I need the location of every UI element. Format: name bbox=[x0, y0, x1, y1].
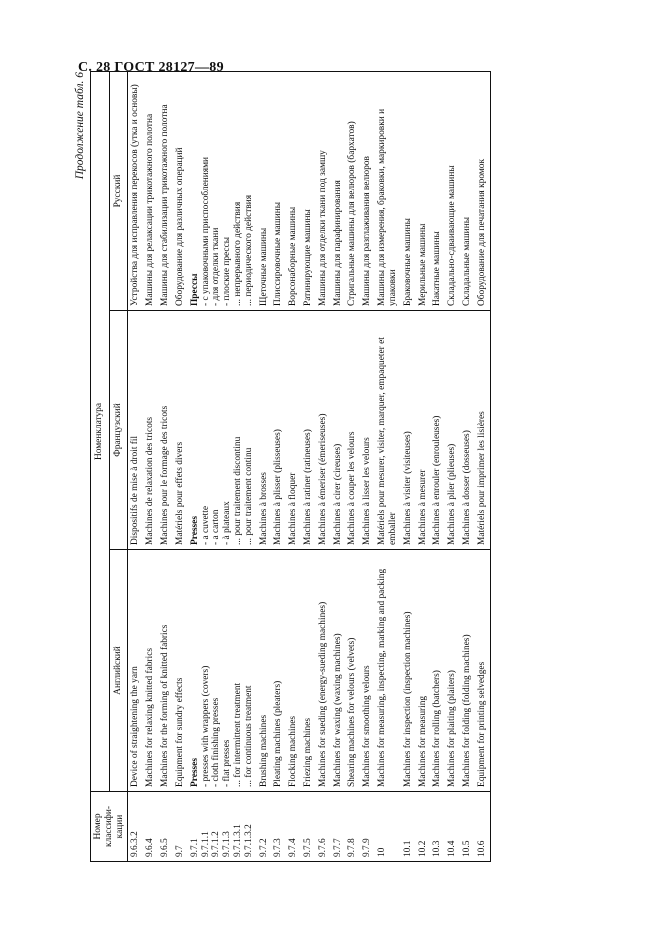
cell-english: Machines for measuring bbox=[416, 550, 431, 792]
table-row bbox=[257, 71, 272, 861]
number-item: 9.7.1 bbox=[189, 838, 200, 857]
cell-number: 9.7.6 bbox=[316, 792, 331, 862]
cell-russian: Машины для стабилизации трикотажного полотна bbox=[158, 71, 173, 310]
number-item: 9.7.1.3.2 bbox=[243, 824, 254, 857]
cell-number: 9.6.4 bbox=[143, 792, 158, 862]
header-french: Французский bbox=[109, 311, 128, 550]
cell-english: Friezing machines bbox=[301, 550, 316, 792]
cell-english: Machines for waxing (waxing machines) bbox=[331, 550, 346, 792]
table-row bbox=[416, 71, 431, 861]
table-row bbox=[445, 71, 460, 861]
russian-item: - для отделки ткани bbox=[211, 227, 222, 306]
table-row bbox=[128, 71, 143, 861]
cell-russian: Машины для разглаживания велюров bbox=[360, 71, 375, 310]
cell-english: Machines for smoothing velours bbox=[360, 550, 375, 792]
table-row bbox=[375, 71, 401, 861]
french-item: - a cuvette bbox=[200, 505, 211, 545]
page-header: С. 28 ГОСТ 28127—89 bbox=[78, 60, 224, 75]
cell-russian: Машины для релаксации трикотажного полотна bbox=[143, 71, 158, 310]
cell-russian: Браковочные машины bbox=[401, 71, 416, 310]
cell-number bbox=[188, 792, 257, 862]
cell-french: Machines de relaxation des tricots bbox=[143, 311, 158, 550]
cell-number: 10.3 bbox=[430, 792, 445, 862]
cell-russian: Щеточные машины bbox=[257, 71, 272, 310]
cell-russian: Ратинирующие машины bbox=[301, 71, 316, 310]
english-item: ... for intermittent treatment bbox=[232, 682, 243, 787]
cell-english: Pleating machines (pleaters) bbox=[271, 550, 286, 792]
table-row bbox=[301, 71, 316, 861]
cell-russian: Стригальные машины для велюров (бархатов) bbox=[345, 71, 360, 310]
cell-russian: Накатные машины bbox=[430, 71, 445, 310]
cell-french: Matériels pour mesurer, visiter, marquer, empaqueter et emballer bbox=[375, 311, 401, 550]
english-item: - flat presses bbox=[222, 739, 233, 787]
cell-french: Dispositifs de mise à droit fil bbox=[128, 311, 143, 550]
russian-item: ... периодического действия bbox=[243, 194, 254, 306]
header-nomenclature: Номенклатура bbox=[91, 71, 110, 791]
english-item: - presses with wrappers (covers) bbox=[200, 665, 211, 787]
cell-russian: Машины для парафинирования bbox=[331, 71, 346, 310]
table-row bbox=[188, 71, 257, 861]
table-row bbox=[430, 71, 445, 861]
cell-russian: Складально-сдваивающие машины bbox=[445, 71, 460, 310]
cell-russian bbox=[188, 71, 257, 310]
table-header bbox=[91, 71, 128, 861]
cell-number: 9.7.7 bbox=[331, 792, 346, 862]
cell-french: Machines à dosser (dosseuses) bbox=[460, 311, 475, 550]
table-body bbox=[128, 71, 490, 861]
header-english: Английский bbox=[109, 550, 128, 792]
cell-number: 9.7 bbox=[173, 792, 188, 862]
english-item: ... for continuous treatment bbox=[243, 685, 254, 787]
cell-russian: Плиссировочные машины bbox=[271, 71, 286, 310]
table-row bbox=[331, 71, 346, 861]
table-row bbox=[271, 71, 286, 861]
cell-number: 9.7.4 bbox=[286, 792, 301, 862]
cell-english: Machines for folding (folding machines) bbox=[460, 550, 475, 792]
cell-french: Machines à plier (plieuses) bbox=[445, 311, 460, 550]
cell-russian: Ворсонаборные машины bbox=[286, 71, 301, 310]
cell-english: Brushing machines bbox=[257, 550, 272, 792]
table-row bbox=[286, 71, 301, 861]
cell-english: Flocking machines bbox=[286, 550, 301, 792]
table-row bbox=[460, 71, 475, 861]
cell-number: 9.7.2 bbox=[257, 792, 272, 862]
cell-english: Shearing machines for velours (velvets) bbox=[345, 550, 360, 792]
table-row bbox=[360, 71, 375, 861]
cell-french: Matériels pour effets divers bbox=[173, 311, 188, 550]
cell-french: Machines à émeriser (émeriseuses) bbox=[316, 311, 331, 550]
cell-number: 9.7.3 bbox=[271, 792, 286, 862]
table-row bbox=[143, 71, 158, 861]
cell-number: 10.5 bbox=[460, 792, 475, 862]
number-item: 9.7.1.3 bbox=[222, 831, 233, 857]
french-item: - a carton bbox=[211, 509, 222, 545]
cell-english: Machines for measuring, inspecting, marking and packing bbox=[375, 550, 401, 792]
cell-french: Machines à cirer (cireuses) bbox=[331, 311, 346, 550]
table-row bbox=[345, 71, 360, 861]
continuation-label: Продолжение табл. 6 bbox=[74, 72, 86, 180]
table-row bbox=[316, 71, 331, 861]
english-item: - cloth finishing presses bbox=[211, 697, 222, 787]
cell-french: Machines à visiter (visiteuses) bbox=[401, 311, 416, 550]
cell-number: 10.2 bbox=[416, 792, 431, 862]
cell-french: Machines à mesurer bbox=[416, 311, 431, 550]
cell-english: Machines for sueding (energy-sueding machines) bbox=[316, 550, 331, 792]
cell-russian: Мерильные машины bbox=[416, 71, 431, 310]
french-item: - à plateaux bbox=[222, 501, 233, 545]
russian-item: - с упаковочными приспособлениями bbox=[200, 156, 211, 306]
cell-french: Machines pour le formage des tricots bbox=[158, 311, 173, 550]
cell-french: Machines à lisser les velours bbox=[360, 311, 375, 550]
cell-russian: Оборудование для печатания кромок bbox=[475, 71, 490, 310]
cell-russian: Оборудование для различных операций bbox=[173, 71, 188, 310]
cell-english: Device of straightening the yarn bbox=[128, 550, 143, 792]
cell-french: Matériels pour imprimer les lisières bbox=[475, 311, 490, 550]
cell-english: Machines for inspection (inspection machines) bbox=[401, 550, 416, 792]
cell-number: 10.6 bbox=[475, 792, 490, 862]
classification-table bbox=[90, 71, 491, 862]
header-number: Номер классифи-кации bbox=[91, 792, 128, 862]
cell-english: Equipment for printing selvedges bbox=[475, 550, 490, 792]
table-row bbox=[401, 71, 416, 861]
number-item: 9.7.1.2 bbox=[211, 831, 222, 857]
table-row bbox=[173, 71, 188, 861]
cell-english bbox=[188, 550, 257, 792]
cell-number: 9.7.9 bbox=[360, 792, 375, 862]
english-item: Presses bbox=[189, 758, 200, 787]
cell-french: Machines à enrouler (enrouleuses) bbox=[430, 311, 445, 550]
cell-number: 9.6.5 bbox=[158, 792, 173, 862]
cell-russian: Складальные машины bbox=[460, 71, 475, 310]
cell-english: Machines for relaxing knitted fabrics bbox=[143, 550, 158, 792]
cell-english: Machines for plaiting (plaiters) bbox=[445, 550, 460, 792]
table-row bbox=[158, 71, 173, 861]
cell-number: 10 bbox=[375, 792, 401, 862]
french-item: Presses bbox=[189, 516, 200, 545]
number-item: 9.7.1.3.1 bbox=[232, 824, 243, 857]
cell-french bbox=[188, 311, 257, 550]
cell-english: Machines for rolling (batchers) bbox=[430, 550, 445, 792]
cell-french: Machines à ratiner (ratineuses) bbox=[301, 311, 316, 550]
cell-russian: Машины для измерения, браковки, маркировки и упаковки bbox=[375, 71, 401, 310]
number-item: 9.7.1.1 bbox=[200, 831, 211, 857]
cell-russian: Машины для отделки ткани под замшу bbox=[316, 71, 331, 310]
cell-number: 10.4 bbox=[445, 792, 460, 862]
cell-french: Machines à brosses bbox=[257, 311, 272, 550]
cell-number: 9.7.5 bbox=[301, 792, 316, 862]
table-row bbox=[475, 71, 490, 861]
cell-number: 9.7.8 bbox=[345, 792, 360, 862]
cell-english: Machines for the forming of knitted fabrics bbox=[158, 550, 173, 792]
cell-french: Machines à plisser (plisseuses) bbox=[271, 311, 286, 550]
russian-item: Прессы bbox=[189, 273, 200, 306]
russian-item: - плоские прессы bbox=[222, 236, 233, 306]
french-item: ... pour traitement continu bbox=[243, 447, 254, 545]
cell-french: Machines à couper les velours bbox=[345, 311, 360, 550]
rotated-table-area bbox=[74, 72, 618, 862]
cell-number: 9.6.3.2 bbox=[128, 792, 143, 862]
cell-english: Equipment for sundry effects bbox=[173, 550, 188, 792]
french-item: ... pour traitement discontinu bbox=[232, 436, 243, 545]
cell-number: 10.1 bbox=[401, 792, 416, 862]
cell-french: Machines à floquer bbox=[286, 311, 301, 550]
russian-item: ... непрерывного действия bbox=[232, 201, 243, 306]
cell-russian: Устройства для исправления перекосов (утка и основы) bbox=[128, 71, 143, 310]
header-russian: Русский bbox=[109, 71, 128, 310]
